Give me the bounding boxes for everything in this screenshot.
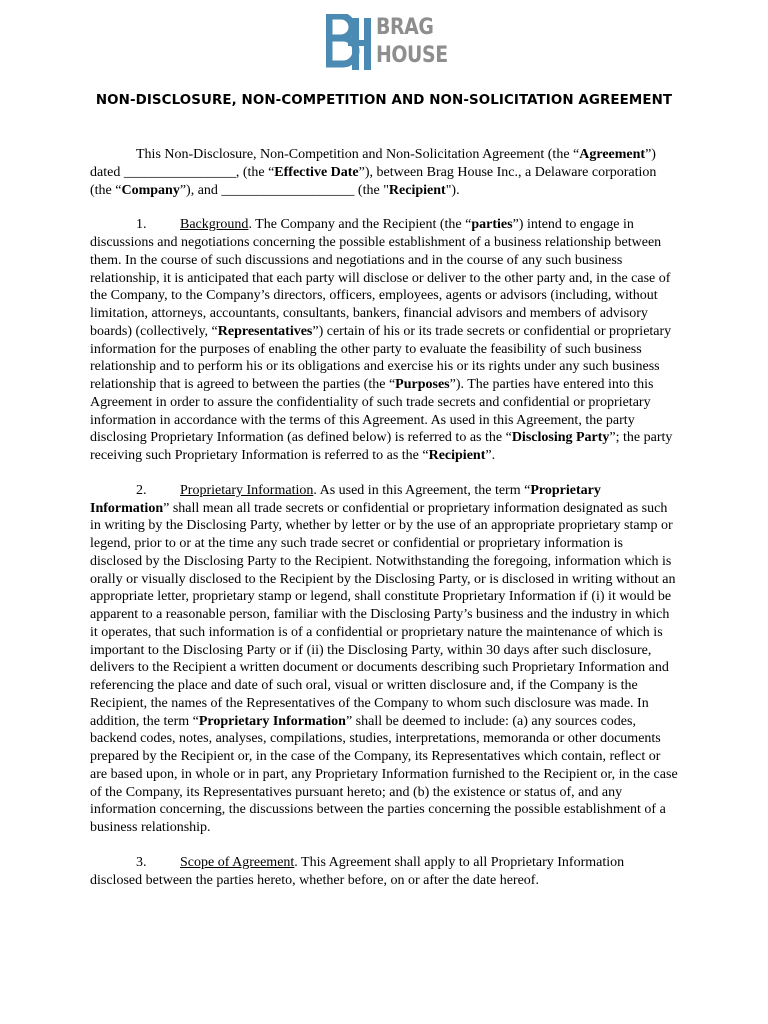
- document-body: [90, 146, 678, 906]
- company-logo: [326, 14, 448, 72]
- section-text: ”; the party receiving such Proprietary Information is referred to as the “: [90, 430, 673, 463]
- logo-word-brag: BRAG: [376, 15, 434, 40]
- section-text: ” shall be deemed to include: (a) any sources codes, backend codes, notes, analyses, compilations, studies, interpretations, memoranda or other documents prepared by the Recipient or, in the case of the Company, its Representatives which contain, reflect or are based upon, in whole or in part, any Proprietary Information furnished to the Recipient or, in the case of the Company, its Representatives pursuant hereto; and (b) the existence or status of, and any information concerning, the discussions between the parties concerning the possible establishment of a business relationship.: [90, 713, 678, 835]
- section-heading: Background: [180, 217, 249, 233]
- document-title: NON-DISCLOSURE, NON-COMPETITION AND NON-SOLICITATION AGREEMENT: [95, 93, 673, 108]
- defined-term-agreement: Agreement: [579, 147, 646, 162]
- section-heading: Scope of Agreement: [180, 854, 295, 870]
- section-2-proprietary-information: [90, 482, 678, 837]
- section-text: ”.: [485, 448, 496, 463]
- defined-term-company: Company: [121, 182, 180, 198]
- section-text: . As used in this Agreement, the term “: [313, 482, 531, 498]
- intro-paragraph: [90, 146, 678, 199]
- defined-term-effective-date: Effective Date: [274, 164, 359, 180]
- defined-term-recipient: Recipient: [388, 182, 446, 198]
- logo-wordmark: [376, 14, 448, 70]
- intro-text: ”), and ___________________ (the ": [179, 182, 389, 198]
- section-text: ”). The parties have entered into this Agreement in order to assure the confidentiality of such trade secrets and confidential or proprietary information in accordance with the terms of this Agreement. As used in this Agreement, the party disclosing Proprietary Information (as defined below) is referred to as the “: [90, 377, 654, 446]
- intro-text: ”), between Brag House Inc., a Delaware corporation (the “: [90, 164, 657, 198]
- defined-term-parties: parties: [471, 217, 513, 233]
- brag-house-logo-mark-icon: [326, 14, 372, 72]
- section-number: 3.: [136, 854, 147, 870]
- section-text: ” shall mean all trade secrets or confidential or proprietary information designated as such in writing by the Disclosing Party, whether by letter or by the use of an appropriate proprietary stamp or legend, prior to or at the time any such trade secret or confidential or proprietary information is disclosed by the Disclosing Party to the Recipient. Notwithstanding the foregoing, information which is orally or visually disclosed to the Recipient by the Disclosing Party, or is disclosed in writing without an appropriate letter, proprietary stamp or legend, shall constitute Proprietary Information if (i) it would be apparent to a reasonable person, familiar with the Disclosing Party’s business and the industry in which it operates, that such information is of a confidential or proprietary nature the maintenance of which is important to the Disclosing Party or if (ii) the Disclosing Party, within 30 days after such disclosure, delivers to the Recipient a written document or documents describing such Proprietary Information and referencing the place and date of such oral, visual or written disclosure and, if the Company is the Recipient, the names of the Representatives of the Company to whom such disclosure was made. In addition, the term “: [90, 500, 676, 729]
- logo-word-house: HOUSE: [376, 43, 448, 68]
- defined-term-disclosing-party: Disclosing Party: [511, 430, 610, 446]
- section-1-background: [90, 216, 678, 465]
- section-number: 1.: [136, 217, 147, 233]
- defined-term-representatives: Representatives: [217, 323, 313, 339]
- section-text: . The Company and the Recipient (the “: [248, 217, 472, 233]
- section-3-scope: [90, 854, 678, 890]
- section-text: . This Agreement shall apply to all Proprietary Information disclosed between the parties hereto, whether before, on or after the date hereof.: [90, 854, 625, 888]
- defined-term-recipient: Recipient: [428, 448, 486, 463]
- defined-term-proprietary-information: Proprietary Information: [198, 713, 346, 729]
- section-number: 2.: [136, 482, 147, 498]
- intro-text: ").: [445, 182, 460, 198]
- defined-term-purposes: Purposes: [395, 377, 450, 392]
- section-text: ”) intend to engage in discussions and negotiations concerning the possible establishment of a business relationship between them. In the course of such discussions and negotiations and in the course of any such business relationship, it is anticipated that each party will disclose or deliver to the other party and, in the case of the Company, to the Company’s directors, officers, employees, agents or advisors (including, without limitation, attorneys, accountants, consultants, bankers, financial advisors and members of advisory boards) (collectively, “: [90, 217, 671, 339]
- section-text: ”) certain of his or its trade secrets or confidential or proprietary information for the purposes of enabling the other party to evaluate the feasibility of such business relationship and to perform his or its obligations and exercise his or its rights under any such business relationship that is agreed to between the parties (the “: [90, 323, 672, 392]
- section-heading: Proprietary Information: [180, 482, 314, 498]
- intro-text: ”) dated ________________, (the “: [90, 147, 656, 180]
- defined-term-proprietary-information: Proprietary Information: [90, 482, 601, 516]
- intro-text: This Non-Disclosure, Non-Competition and Non-Solicitation Agreement (the “: [136, 147, 580, 162]
